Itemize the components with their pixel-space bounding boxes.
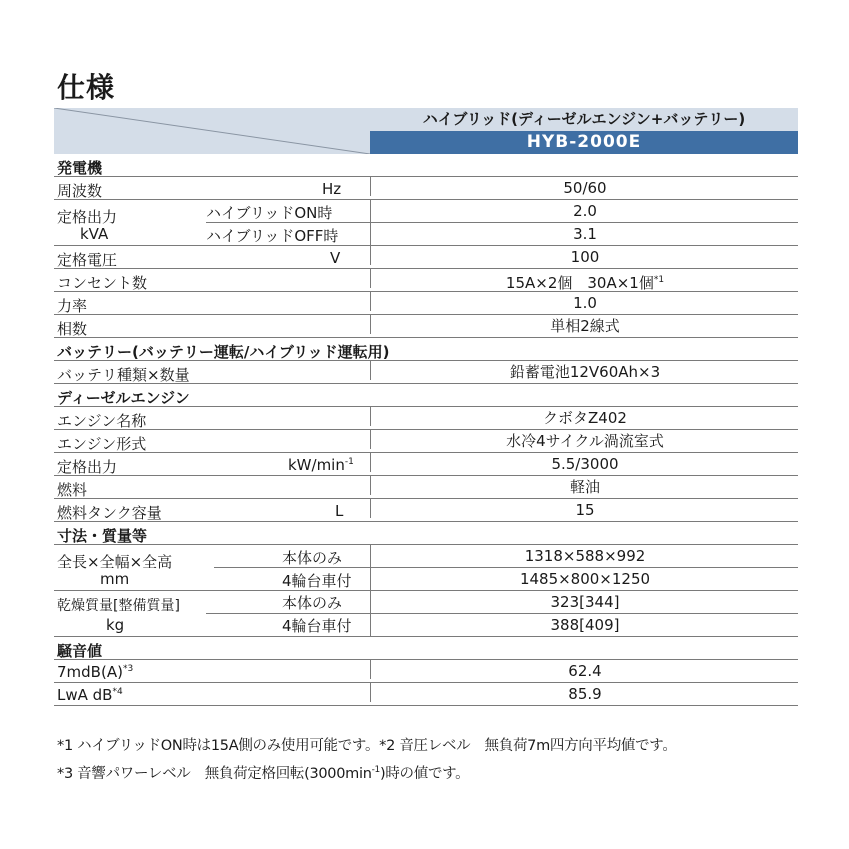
row-size: 全長×全幅×全高 mm 本体のみ 4輪台車付 1318×588×992 1485×800×1250 (54, 545, 798, 591)
row-outlets: コンセント数 15A×2個 30A×1個$^{*1}$ (54, 269, 798, 292)
section-engine: ディーゼルエンジン (54, 384, 798, 407)
footnote-1: *1 ハイブリッドON時は15A側のみ使用可能です。*2 音圧レベル 無負荷7m四方向平均値です。 (57, 738, 677, 754)
row-7mdb: $7mdB(A)^{*3}$ 62.4 (54, 660, 798, 683)
section-dimensions: 寸法・質量等 (54, 522, 798, 545)
row-fuel: 燃料 軽油 (54, 476, 798, 499)
row-rated-output: 定格出力 kVA ハイブリッドON時 ハイブリッドOFF時 2.0 3.1 (54, 200, 798, 246)
row-engine-type: エンジン形式 水冷4サイクル渦流室式 (54, 430, 798, 453)
table-header (54, 108, 798, 154)
section-battery: バッテリー(バッテリー運転/ハイブリッド運転用) (54, 338, 798, 361)
row-voltage: 定格電圧 V 100 (54, 246, 798, 269)
row-power-factor: 力率 1.0 (54, 292, 798, 315)
section-generator: 発電機 (54, 154, 798, 177)
header-corner (54, 108, 370, 154)
spec-table (54, 108, 798, 706)
header-subtitle: ハイブリッド(ディーゼルエンジン+バッテリー) (370, 108, 798, 131)
row-tank: 燃料タンク容量 L 15 (54, 499, 798, 522)
row-phase: 相数 単相2線式 (54, 315, 798, 338)
row-frequency: 周波数 Hz 50/60 (54, 177, 798, 200)
row-engine-output: 定格出力 $kW/\min^{-1}$ 5.5/3000 (54, 453, 798, 476)
header-model: HYB-2000E (370, 131, 798, 154)
row-engine-name: エンジン名称 クボタZ402 (54, 407, 798, 430)
row-battery-type: バッテリ種類×数量 鉛蓄電池12V60Ah×3 (54, 361, 798, 384)
footnote-2: *3 音響パワーレベル 無負荷定格回転$(3000\min^{-1})$時の値です。 (57, 765, 470, 782)
row-lwa: LwA $dB^{*4}$ 85.9 (54, 683, 798, 706)
row-mass: 乾燥質量[整備質量] kg 本体のみ 4輪台車付 323[344] 388[409] (54, 591, 798, 637)
section-noise: 騒音値 (54, 637, 798, 660)
page-title: 仕様 (57, 71, 116, 104)
